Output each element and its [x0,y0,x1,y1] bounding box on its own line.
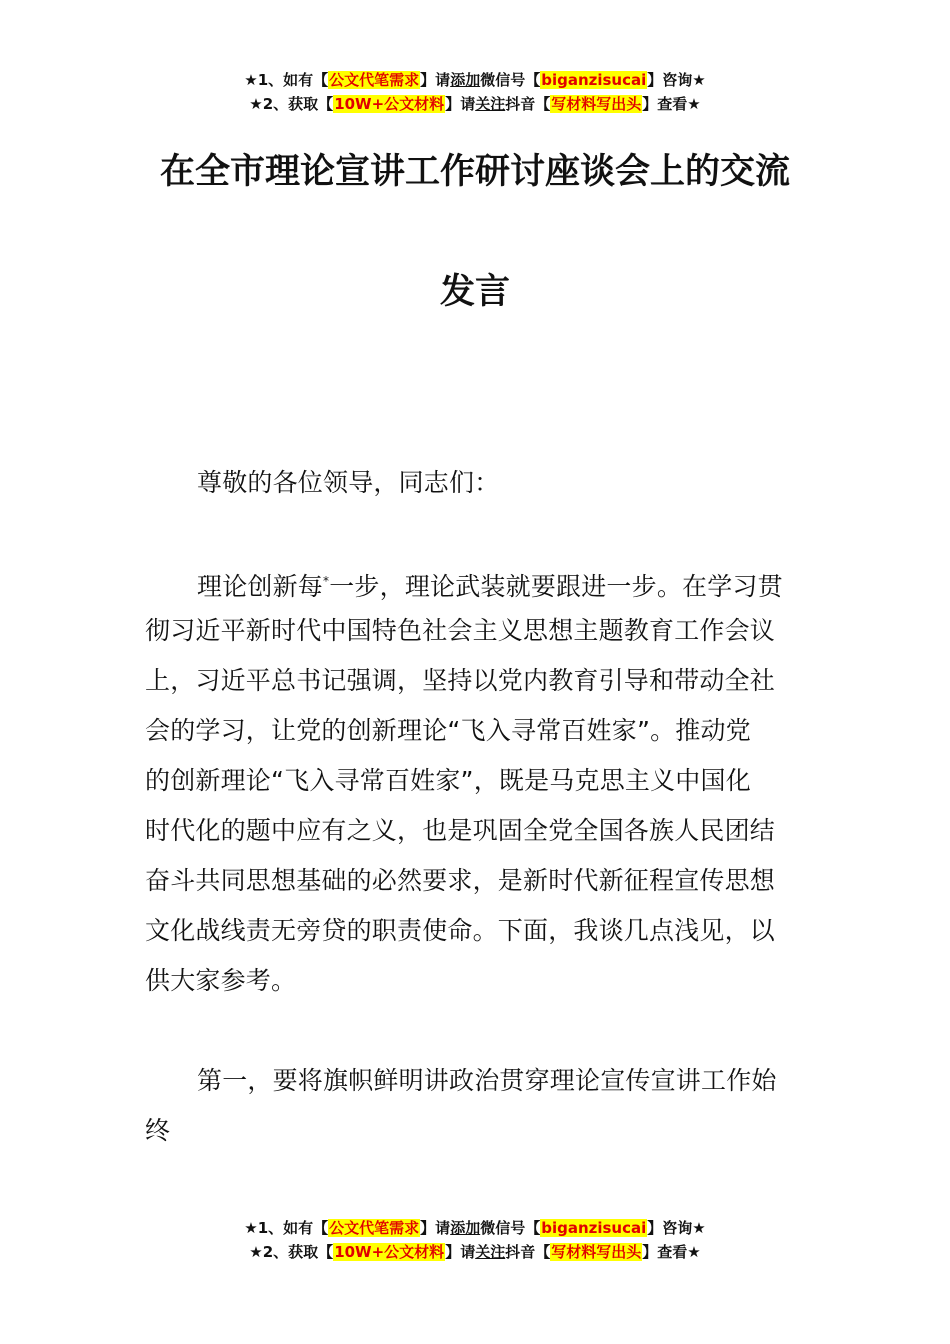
highlight-douyin-account: 写材料写出头 [551,95,642,113]
footer-banner [0,1216,950,1264]
paragraph-line: 上，习近平总书记强调，坚持以党内教育引导和带动全社 [145,666,776,695]
paragraph-line: 第一，要将旗帜鲜明讲政治贯穿理论宣传宣讲工作始 [197,1066,777,1095]
highlight-service: 公文代笔需求 [329,71,420,89]
paragraph-line: 理论创新每*一步，理论武装就要跟进一步。在学习贯 [197,572,783,601]
salutation: 尊敬的各位领导，同志们： [197,468,500,497]
paragraph-intro [145,556,807,1006]
header-banner [0,68,950,116]
paragraph-line: 奋斗共同思想基础的必然要求，是新时代新征程宣传思想 [145,866,776,895]
paragraph-first-point [145,1056,807,1156]
paragraph-line: 会的学习，让党的创新理论“飞入寻常百姓家”。推动党 [145,716,751,745]
paragraph-line: 终 [145,1116,171,1145]
paragraph-line: 的创新理论“飞入寻常百姓家”，既是马克思主义中国化 [145,766,751,795]
document-title-line-1: 在全市理论宣讲工作研讨座谈会上的交流 [159,152,790,192]
highlight-service: 公文代笔需求 [329,1219,420,1237]
paragraph-line: 彻习近平新时代中国特色社会主义思想主题教育工作会议 [145,616,776,645]
banner-line-2: ★2、获取【10W+公文材料】请关注抖音【写材料写出头】查看★ [249,1243,701,1261]
banner-line-2: ★2、获取【10W+公文材料】请关注抖音【写材料写出头】查看★ [249,95,701,113]
paragraph-line: 时代化的题中应有之义，也是巩固全党全国各族人民团结 [145,816,776,845]
document-title-line-2: 发言 [439,272,510,312]
highlight-wechat-id: biganzisucai [541,1219,647,1237]
paragraph-line: 供大家参考。 [145,966,297,995]
banner-line-1: ★1、如有【公文代笔需求】请添加微信号【biganzisucai】咨询★ [244,1219,706,1237]
highlight-materials: 10W+公文材料 [334,95,445,113]
highlight-materials: 10W+公文材料 [334,1243,445,1261]
paragraph-line: 文化战线责无旁贷的职责使命。下面，我谈几点浅见，以 [145,916,776,945]
highlight-wechat-id: biganzisucai [541,71,647,89]
footnote-mark: * [323,574,330,588]
banner-line-1: ★1、如有【公文代笔需求】请添加微信号【biganzisucai】咨询★ [244,71,706,89]
highlight-douyin-account: 写材料写出头 [551,1243,642,1261]
